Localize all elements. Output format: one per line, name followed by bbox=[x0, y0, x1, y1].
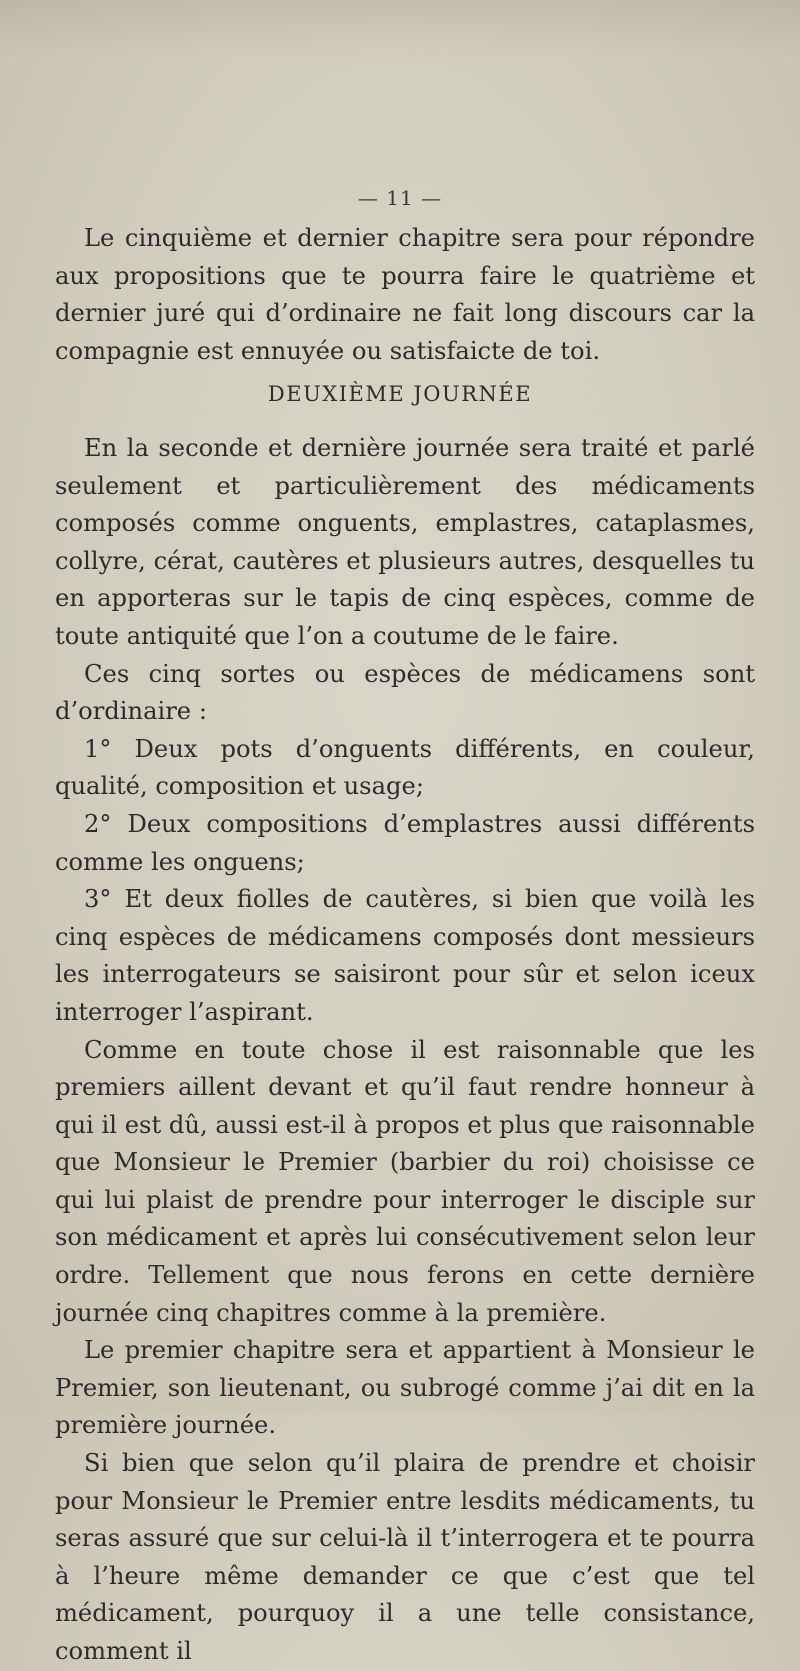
body-text-block bbox=[55, 430, 755, 1671]
paragraph: Ces cinq sortes ou espèces de médicamens sont d’ordinaire : bbox=[55, 659, 755, 726]
paragraph: 1° Deux pots d’onguents différents, en couleur, qualité, composition et usage; bbox=[55, 734, 755, 801]
paragraph: 3° Et deux fiolles de cautères, si bien que voilà les cinq espèces de médicamens composés dont messieurs les interrogateurs se saisiront pour sûr et selon iceux interroger l’aspirant. bbox=[55, 885, 755, 1026]
paragraph: En la seconde et dernière journée sera traité et parlé seulement et particulièrement des médicaments composés comme onguents, emplastres, cataplasmes, collyre, cérat, cautères et plusieurs autres, desquelles tu en apporteras sur le tapis de cinq espèces, comme de toute antiquité que l’on a coutume de le faire. bbox=[55, 434, 755, 650]
paragraph: Comme en toute chose il est raisonnable que les premiers aillent devant et qu’il faut rendre honneur à qui il est dû, aussi est-il à propos et plus que raisonnable que Monsieur le Premier (barbier du roi) choisisse ce qui lui plaist de prendre pour interroger le disciple sur son médicament et après lui consécutivement selon leur ordre. Tellement que nous ferons en cette dernière journée cinq chapitres comme à la première. bbox=[55, 1035, 755, 1327]
paragraph: Si bien que selon qu’il plaira de prendre et choisir pour Monsieur le Premier entre lesdits médicaments, tu seras assuré que sur celui-là il t’interrogera et te pourra à l’heure même demander ce que c’est que tel médicament, pourquoy il a une telle consistance, comment il bbox=[55, 1449, 755, 1665]
paper-stain bbox=[0, 0, 800, 60]
paragraph: 2° Deux compositions d’emplastres aussi différents comme les onguens; bbox=[55, 809, 755, 876]
section-heading: DEUXIÈME JOURNÉE bbox=[267, 382, 533, 406]
page-number: — 11 — bbox=[357, 186, 443, 210]
paragraph: Le premier chapitre sera et appartient à Monsieur le Premier, son lieutenant, ou subrogé comme j’ai dit en la première journée. bbox=[55, 1336, 755, 1440]
intro-text-block bbox=[55, 220, 755, 370]
intro-paragraph: Le cinquième et dernier chapitre sera pour répondre aux propositions que te pourra faire le quatrième et dernier juré qui d’ordinaire ne fait long discours car la compagnie est ennuyée ou satisfaicte de toi. bbox=[55, 224, 755, 365]
